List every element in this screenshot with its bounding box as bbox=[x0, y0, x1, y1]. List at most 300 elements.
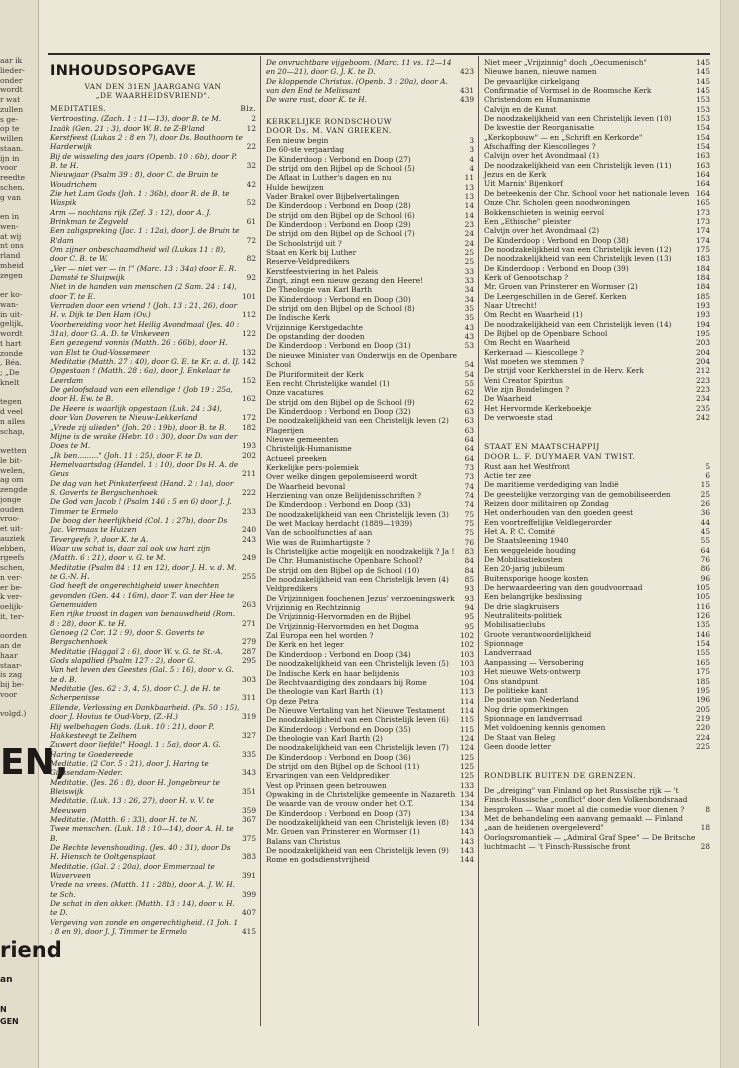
toc-entry-page: 102 bbox=[459, 631, 474, 641]
toc-entry bbox=[484, 301, 710, 310]
toc-entry-page: 164 bbox=[695, 170, 710, 180]
toc-entry bbox=[50, 824, 256, 843]
adjacent-page-text bbox=[0, 56, 38, 719]
toc-entry bbox=[266, 426, 474, 435]
toc-entry-page: 12 bbox=[246, 123, 256, 133]
subtitle-line-2: „DE WAARHEIDSVRIEND". bbox=[95, 91, 211, 101]
toc-entry-page: 73 bbox=[464, 462, 474, 472]
toc-entry-page: 193 bbox=[695, 300, 710, 310]
adjacent-page-line: auziek bbox=[0, 533, 25, 543]
toc-entry bbox=[50, 479, 256, 498]
toc-entry-title: Een 20-jarig jubileum bbox=[484, 564, 565, 574]
column-1 bbox=[50, 58, 256, 936]
toc-entry bbox=[50, 862, 256, 881]
adjacent-page-line: n ver- bbox=[0, 572, 23, 582]
toc-entry-page: 153 bbox=[695, 114, 710, 124]
toc-entry-page: 14 bbox=[464, 210, 474, 220]
adjacent-page-line: wordt bbox=[0, 329, 23, 338]
toc-entry bbox=[50, 880, 256, 899]
toc-entry-page: 93 bbox=[464, 584, 474, 594]
toc-entry bbox=[484, 733, 710, 742]
toc-entry-page: 4 bbox=[469, 154, 474, 164]
page-column-label: Blz. bbox=[240, 103, 256, 113]
toc-entry-page: 154 bbox=[695, 123, 710, 133]
toc-entry-title: Meditatie (Psalm 84 : 11 en 12), door J. H. v. d. M. te G.-N. H. bbox=[50, 562, 237, 581]
toc-entry-page: 327 bbox=[241, 730, 256, 740]
toc-entry bbox=[484, 536, 710, 545]
toc-entry-page: 359 bbox=[241, 805, 256, 815]
toc-entry bbox=[50, 647, 256, 656]
toc-entry bbox=[50, 581, 256, 609]
adjacent-page-line: wordt bbox=[0, 85, 23, 95]
toc-entry bbox=[266, 584, 474, 593]
toc-entry-page: 205 bbox=[695, 704, 710, 714]
toc-entry-page: 13 bbox=[464, 191, 474, 201]
adjacent-page-line bbox=[0, 280, 38, 290]
toc-entry-title: De drie slagkruisers bbox=[484, 601, 560, 611]
toc-entry-page: 32 bbox=[246, 160, 256, 170]
toc-entry-title: Christelijk-Humanisme bbox=[266, 444, 352, 454]
adjacent-page-line bbox=[0, 436, 38, 446]
toc-entry-title: Verraden door een vriend ! (Joh. 13 : 21, 26), door H. v. Dijk te Den Ham (Ov.) bbox=[50, 301, 238, 320]
toc-entry bbox=[266, 575, 474, 584]
toc-entry bbox=[484, 686, 710, 695]
subtitle-line-1: VAN DEN 31EN JAARGANG VAN bbox=[84, 82, 222, 91]
toc-entry bbox=[50, 759, 256, 778]
toc-entry-page: 44 bbox=[700, 517, 710, 527]
toc-entry-title: De nieuwe Minister van Onderwijs en de Openbare School bbox=[266, 350, 457, 370]
toc-entry-page: 431 bbox=[459, 86, 474, 96]
toc-entry-page: 145 bbox=[695, 86, 710, 96]
toc-entry-page: 62 bbox=[464, 397, 474, 407]
toc-entry-page: 173 bbox=[695, 216, 710, 226]
adjacent-page-line: zonde bbox=[0, 348, 23, 358]
toc-entry bbox=[266, 267, 474, 276]
toc-entry bbox=[266, 706, 474, 715]
toc-entry-page: 223 bbox=[695, 375, 710, 385]
toc-entry-page: 287 bbox=[241, 646, 256, 656]
toc-entry bbox=[50, 133, 256, 152]
toc-entry-page: 64 bbox=[464, 453, 474, 463]
toc-entry-page: 279 bbox=[241, 637, 256, 647]
adjacent-page-line: et uit- bbox=[0, 524, 23, 533]
staat-list bbox=[484, 462, 710, 752]
toc-entry-title: De noodzakelijkheid van een Christelijk leven (11) bbox=[484, 160, 672, 170]
toc-entry bbox=[484, 198, 710, 207]
toc-entry-title: De Kinderdoop : Verbond en Doop (34) bbox=[266, 649, 411, 659]
toc-entry bbox=[484, 639, 710, 648]
toc-entry bbox=[484, 292, 710, 301]
toc-entry-page: 2 bbox=[251, 114, 256, 124]
toc-entry bbox=[50, 385, 256, 404]
toc-entry bbox=[266, 650, 474, 659]
toc-entry bbox=[50, 124, 256, 133]
toc-entry-page: 343 bbox=[241, 768, 256, 778]
adjacent-page-heading: EN, bbox=[0, 742, 69, 783]
toc-entry bbox=[484, 518, 710, 527]
toc-entry-title: Spionnage bbox=[484, 639, 524, 649]
toc-entry-title: Actueel preeken bbox=[266, 453, 327, 463]
toc-entry-page: 24 bbox=[464, 238, 474, 248]
toc-entry-page: 105 bbox=[695, 592, 710, 602]
toc-entry-page: 25 bbox=[464, 257, 474, 267]
toc-entry bbox=[266, 743, 474, 752]
toc-entry-title: De strijd om den Bijbel op de School (11) bbox=[266, 761, 420, 771]
toc-entry-page: 351 bbox=[241, 786, 256, 796]
toc-entry-page: 75 bbox=[464, 509, 474, 519]
toc-entry-title: Een recht Christelijke wandel (1) bbox=[266, 378, 390, 388]
toc-entry-page: 154 bbox=[695, 639, 710, 649]
toc-entry bbox=[266, 500, 474, 509]
toc-entry bbox=[266, 388, 474, 397]
rondschouw-list-continued bbox=[484, 58, 710, 422]
toc-entry bbox=[266, 538, 474, 547]
toc-entry-title: Nieuwjaar (Psalm 39 : 8), door C. de Bruin te Woudrichem bbox=[50, 170, 219, 189]
toc-entry bbox=[484, 338, 710, 347]
toc-entry bbox=[50, 338, 256, 357]
adjacent-page-line bbox=[0, 700, 38, 710]
toc-entry bbox=[266, 407, 474, 416]
toc-entry bbox=[266, 472, 474, 481]
toc-entry bbox=[266, 669, 474, 678]
toc-entry bbox=[484, 320, 710, 329]
toc-entry bbox=[266, 285, 474, 294]
toc-entry-title: Calvijn over het Avondmaal (1) bbox=[484, 151, 600, 161]
rondschouw-title: KERKELIJKE RONDSCHOUW bbox=[266, 116, 393, 126]
toc-entry-page: 175 bbox=[695, 244, 710, 254]
toc-entry-title: God heeft de ongerechtigheid uwer knechten gevonden (Gen. 44 : 16m), door T. van der Hee te Genemuiden bbox=[50, 581, 235, 610]
adjacent-page-line: volgd.) bbox=[0, 709, 27, 719]
toc-entry-title: Hij welbehagen Gods. (Luk. 10 : 21), door P. Hakkesteegt te Zelhem bbox=[50, 721, 215, 740]
toc-entry-page: 34 bbox=[464, 294, 474, 304]
adjacent-page-line: ; „De bbox=[0, 368, 20, 377]
adjacent-page-line: schap, bbox=[0, 426, 25, 436]
toc-entry-title: Een zaligspreking (Jac. 1 : 12a), door J. de Bruin te R'dam bbox=[50, 226, 240, 245]
toc-entry-page: 243 bbox=[241, 534, 256, 544]
toc-entry-title: Een weggeleide houding bbox=[484, 545, 576, 555]
toc-entry-page: 165 bbox=[695, 198, 710, 208]
toc-entry bbox=[484, 86, 710, 95]
toc-entry-page: 62 bbox=[464, 388, 474, 398]
adjacent-page-line: staar- bbox=[0, 660, 23, 670]
toc-entry bbox=[484, 161, 710, 170]
toc-entry bbox=[266, 612, 474, 621]
toc-entry-page: 6 bbox=[705, 470, 710, 480]
toc-entry-page: 96 bbox=[700, 573, 710, 583]
toc-entry bbox=[484, 695, 710, 704]
adjacent-page-line: le bit- bbox=[0, 455, 23, 465]
toc-entry-title: Staat en Kerk bij Luther bbox=[266, 248, 357, 258]
toc-entry bbox=[484, 508, 710, 517]
toc-entry bbox=[266, 435, 474, 444]
toc-entry-page: 142 bbox=[241, 357, 256, 367]
adjacent-page-line: onder bbox=[0, 75, 23, 85]
toc-entry-page: 112 bbox=[241, 310, 256, 320]
toc-entry-title: Het A. P. C. Comité bbox=[484, 527, 555, 536]
meditaties-list-continued bbox=[266, 58, 474, 105]
toc-entry-page: 143 bbox=[459, 846, 474, 856]
toc-entry-title: De wet Mackay herdacht (1889—1939) bbox=[266, 519, 413, 528]
toc-entry-page: 195 bbox=[695, 685, 710, 695]
toc-entry-title: De strijd om den Bijbel op de School (5) bbox=[266, 163, 415, 173]
toc-entry-page: 154 bbox=[695, 132, 710, 142]
toc-entry-page: 399 bbox=[241, 889, 256, 899]
toc-entry-title: De beteekenis der Chr. School voor het nationale leven bbox=[484, 188, 690, 198]
toc-entry bbox=[266, 295, 474, 304]
toc-entry bbox=[266, 809, 474, 818]
toc-entry-page: 125 bbox=[459, 771, 474, 781]
toc-entry-page: 15 bbox=[700, 480, 710, 490]
toc-entry-title: Reserve-Veldpredikers bbox=[266, 257, 350, 267]
toc-entry bbox=[50, 114, 256, 123]
toc-entry-page: 132 bbox=[241, 347, 256, 357]
toc-entry-title: Meditatie. (Matth. 6 : 33), door H. te N. bbox=[50, 814, 198, 824]
toc-entry bbox=[484, 658, 710, 667]
toc-entry bbox=[266, 603, 474, 612]
toc-entry-title: Onze vacatures bbox=[266, 388, 324, 398]
toc-entry-page: 124 bbox=[459, 733, 474, 743]
toc-entry bbox=[50, 497, 256, 516]
toc-entry-page: 122 bbox=[241, 329, 256, 339]
rondschouw-author: DOOR Ds. M. VAN GRIEKEN. bbox=[266, 126, 392, 136]
adjacent-page-line: rland bbox=[0, 251, 21, 260]
toc-entry bbox=[266, 846, 474, 855]
toc-entry-page: 53 bbox=[464, 341, 474, 351]
adjacent-page-line: tegen bbox=[0, 397, 22, 407]
toc-entry-page: 25 bbox=[700, 489, 710, 499]
adjacent-page-line: en in bbox=[0, 212, 20, 221]
toc-entry-title: De geloofsdaad van een ellendige ! (Job 19 : 25a, door H. Ew. te B. bbox=[50, 385, 233, 404]
toc-entry-page: 113 bbox=[459, 687, 474, 697]
toc-entry-page: 114 bbox=[459, 696, 474, 706]
toc-entry-title: De Kinderdoop : Verbond en Doop (37) bbox=[266, 808, 411, 818]
toc-entry bbox=[484, 170, 710, 179]
toc-entry bbox=[50, 189, 256, 208]
toc-entry-title: Buitensporige hooge kosten bbox=[484, 573, 589, 583]
toc-entry bbox=[484, 58, 710, 67]
toc-entry-page: 125 bbox=[459, 761, 474, 771]
toc-entry bbox=[266, 753, 474, 762]
adjacent-page-line: er ko- bbox=[0, 290, 23, 299]
toc-entry-title: De Leergeschillen in de Geref. Kerken bbox=[484, 291, 627, 301]
toc-entry bbox=[50, 815, 256, 824]
toc-entry-page: 145 bbox=[695, 67, 710, 77]
toc-entry-title: De Vrijzinnig-Hervormden en het Dogma bbox=[266, 621, 419, 631]
adjacent-page-line: lieder- bbox=[0, 65, 25, 75]
toc-entry-title: Mr. Groen van Prinsterer en Wormser (2) bbox=[484, 282, 638, 292]
toc-entry-page: 234 bbox=[695, 394, 710, 404]
toc-entry-title: Om zijner onbeschaamdheid wil (Lukas 11 : 8), door C. B. te W. bbox=[50, 244, 226, 264]
toc-entry-page: 115 bbox=[459, 715, 474, 725]
toc-entry-title: De kwestie der Reorganisatie bbox=[484, 123, 595, 133]
toc-entry-title: De Kinderdoop : Verbond en Doop (29) bbox=[266, 220, 411, 229]
toc-entry-title: De gevaarlijke cirkelgang bbox=[484, 76, 580, 86]
toc-entry-title: De strijd om den Bijbel op de School (10) bbox=[266, 565, 420, 575]
toc-entry-page: 103 bbox=[459, 668, 474, 678]
toc-entry-page: 55 bbox=[700, 536, 710, 546]
toc-entry-title: „Ik ben........." (Joh. 11 : 25), door F. te D. bbox=[50, 450, 203, 460]
adjacent-page-line: ouden bbox=[0, 504, 24, 514]
toc-entry-title: De noodzakelijkheid van een Christelijk leven (6) bbox=[266, 715, 449, 725]
toc-entry bbox=[266, 95, 474, 104]
toc-entry-page: 223 bbox=[695, 385, 710, 395]
toc-entry-page: 415 bbox=[241, 927, 256, 937]
toc-entry bbox=[266, 566, 474, 575]
toc-entry-page: 63 bbox=[464, 406, 474, 416]
toc-entry-title: De „dreiging" van Finland op het Russische rijk — 't Finsch-Russische „conflict" door den Volkenbondsraad besproken — Waar moet al die comedie voor dienen ? bbox=[484, 785, 688, 814]
toc-entry-page: 75 bbox=[464, 519, 474, 528]
toc-entry bbox=[50, 544, 256, 563]
adjacent-page-line: , Béa. bbox=[0, 358, 22, 368]
toc-entry-title: De geestelijke verzorging van de gemobiliseerden bbox=[484, 489, 671, 499]
toc-entry-title: Spionnage en landverraad bbox=[484, 713, 583, 723]
toc-entry-page: 224 bbox=[695, 732, 710, 742]
toc-entry bbox=[484, 413, 710, 422]
adjacent-page-line: willen bbox=[0, 134, 24, 143]
toc-entry-page: 155 bbox=[695, 648, 710, 658]
toc-entry-title: Rome en godsdienstvrijheid bbox=[266, 855, 370, 865]
toc-entry-title: Om Recht en Waarheid (1) bbox=[484, 310, 583, 320]
toc-entry bbox=[484, 490, 710, 499]
toc-entry-title: Over welke dingen gepolemiseerd wordt bbox=[266, 472, 418, 482]
toc-entry bbox=[266, 734, 474, 743]
adjacent-page-line: ebben, bbox=[0, 543, 27, 553]
toc-entry-page: 184 bbox=[695, 272, 710, 282]
toc-entry-title: Niet in de handen van menschen (2 Sam. 24 : 14), door T. te E. bbox=[50, 282, 237, 301]
toc-entry-page: 196 bbox=[695, 695, 710, 705]
toc-entry bbox=[50, 563, 256, 582]
toc-entry-page: 202 bbox=[241, 450, 256, 460]
toc-entry-page: 14 bbox=[464, 201, 474, 211]
toc-entry-page: 45 bbox=[700, 527, 710, 536]
toc-entry-title: De Waarheid bbox=[484, 394, 532, 404]
toc-entry-page: 240 bbox=[241, 525, 256, 535]
toc-entry-page: 75 bbox=[464, 528, 474, 538]
toc-entry bbox=[484, 236, 710, 245]
toc-entry bbox=[50, 320, 256, 339]
adjacent-page-line bbox=[0, 388, 38, 398]
toc-entry bbox=[50, 778, 256, 797]
toc-entry-title: Rust aan het Westfront bbox=[484, 461, 570, 471]
toc-entry-page: 135 bbox=[695, 620, 710, 630]
toc-entry bbox=[484, 105, 710, 114]
toc-entry-page: 185 bbox=[695, 676, 710, 686]
toc-entry-page: 165 bbox=[695, 657, 710, 667]
toc-entry-title: Zal Europa een hel worden ? bbox=[266, 631, 374, 641]
toc-entry-page: 203 bbox=[695, 338, 710, 348]
toc-entry bbox=[484, 394, 710, 403]
toc-entry bbox=[484, 564, 710, 573]
toc-entry-title: Arm — nochtans rijk (Zef. 3 : 12), door A. J. Brinkman te Zegveld bbox=[50, 207, 212, 226]
toc-entry bbox=[266, 229, 474, 238]
top-rule bbox=[48, 53, 710, 55]
toc-entry-title: De Chr. Humanistische Openbare School? bbox=[266, 556, 423, 566]
toc-entry-title: Niet meer „Vrijzinnig" doch „Oecumenisch" bbox=[484, 58, 647, 67]
toc-entry-title: De 60-ste verjaardag bbox=[266, 145, 345, 155]
toc-entry bbox=[484, 462, 710, 471]
toc-entry-page: 74 bbox=[464, 490, 474, 500]
toc-entry-title: De noodzakelijkheid van een Christelijk leven (8) bbox=[266, 818, 449, 827]
toc-entry-page: 145 bbox=[695, 76, 710, 86]
toc-entry-title: Een rijke troost in dagen van benauwdheid (Rom. 8 : 28), door K. te H. bbox=[50, 609, 236, 628]
toc-entry bbox=[484, 499, 710, 508]
toc-entry-title: Onze Chr. Scholen geen noodwoningen bbox=[484, 198, 631, 208]
toc-entry-page: 311 bbox=[241, 693, 256, 703]
adjacent-page-line bbox=[0, 202, 38, 212]
toc-entry bbox=[266, 510, 474, 519]
toc-entry-page: 104 bbox=[459, 677, 474, 687]
toc-entry-page: 183 bbox=[695, 254, 710, 264]
toc-entry-title: Een gezegend vonnis (Matth. 26 : 66b), door H. van Elst te Oud-Vossemeer bbox=[50, 338, 228, 357]
toc-entry bbox=[484, 833, 710, 852]
toc-entry-page: 193 bbox=[695, 310, 710, 320]
toc-entry bbox=[266, 454, 474, 463]
toc-entry-title: De strijd om den Bijbel op de School (7) bbox=[266, 229, 415, 239]
toc-entry-title: De strijd om den Bijbel op de School (9) bbox=[266, 397, 415, 407]
toc-entry bbox=[50, 796, 256, 815]
toc-entry-title: Het Hervormde Kerkeboekje bbox=[484, 403, 592, 413]
toc-entry-title: Kerkeraad — Kiescollege ? bbox=[484, 347, 584, 357]
toc-entry-page: 126 bbox=[695, 611, 710, 621]
toc-entry-title: Meditatie (Haggaï 2 : 6), door W. v. G. te St.-A. bbox=[50, 646, 223, 656]
toc-entry bbox=[266, 697, 474, 706]
toc-entry-title: Ervaringen van een Veldprediker bbox=[266, 771, 390, 781]
toc-entry-title: Groote verantwoordelijkheid bbox=[484, 629, 592, 639]
toc-entry bbox=[484, 208, 710, 217]
toc-entry-page: 11 bbox=[464, 173, 474, 183]
toc-entry bbox=[266, 257, 474, 266]
toc-entry-title: Reizen door militairen op Zondag bbox=[484, 498, 609, 508]
toc-entry bbox=[484, 404, 710, 413]
toc-entry bbox=[50, 460, 256, 479]
toc-entry-title: Het nieuwe Wets-ontwerp bbox=[484, 667, 581, 677]
toc-entry-page: 184 bbox=[695, 263, 710, 273]
adjacent-page-line: voor bbox=[0, 163, 18, 173]
adjacent-page-caption: GEN bbox=[0, 1017, 19, 1026]
toc-entry-page: 76 bbox=[700, 555, 710, 565]
toc-entry-title: Een belangrijke beslissing bbox=[484, 592, 583, 602]
toc-entry-page: 63 bbox=[464, 425, 474, 435]
toc-entry bbox=[266, 622, 474, 631]
toc-entry-page: 145 bbox=[695, 58, 710, 67]
toc-entry-title: Calvijn en de Kunst bbox=[484, 104, 557, 114]
toc-entry-page: 184 bbox=[695, 282, 710, 292]
toc-entry bbox=[50, 918, 256, 937]
toc-entry-title: De Kinderdoop : Verbond en Doop (28) bbox=[266, 201, 411, 211]
toc-entry bbox=[484, 574, 710, 583]
toc-entry-title: Een voortreffelijke Veldlegerorder bbox=[484, 517, 612, 527]
toc-entry bbox=[266, 687, 474, 696]
toc-entry bbox=[484, 348, 710, 357]
toc-entry-title: De noodzakelijkheid van een Christelijk leven (7) bbox=[266, 743, 449, 753]
toc-entry-title: Izaäk (Gen. 21 : 3), door W. B. te Z-B'land bbox=[50, 123, 205, 133]
toc-entry bbox=[50, 245, 256, 264]
column-divider bbox=[260, 56, 261, 1026]
rondschouw-list bbox=[266, 136, 474, 865]
toc-entry bbox=[484, 357, 710, 366]
toc-entry-page: 143 bbox=[459, 827, 474, 837]
toc-entry-title: Jezus en de Kerk bbox=[484, 170, 547, 180]
toc-entry-title: „Ver — niet ver — in !" (Marc. 13 : 34a) door E. R. Damsté te Sluipwijk bbox=[50, 263, 237, 282]
toc-entry-title: Meditatie. (Gal. 2 : 20a), door Emmerzaal te Waverveen bbox=[50, 861, 215, 880]
toc-entry-title: Wie zijn Bondelingen ? bbox=[484, 385, 570, 395]
toc-entry-page: 115 bbox=[459, 724, 474, 734]
page-title: INHOUDSOPGAVE bbox=[50, 63, 197, 79]
toc-entry bbox=[266, 640, 474, 649]
toc-entry bbox=[266, 818, 474, 827]
toc-entry-page: 163 bbox=[695, 160, 710, 170]
toc-entry-page: 439 bbox=[459, 95, 474, 105]
